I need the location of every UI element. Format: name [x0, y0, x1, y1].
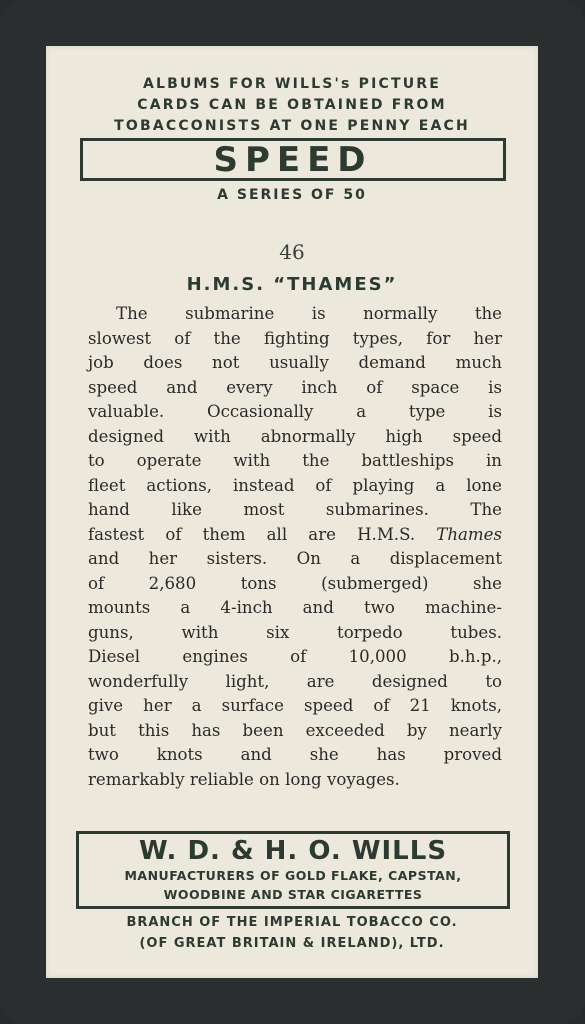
body-line: designed with abnormally high speed [88, 426, 502, 446]
card-description [88, 302, 502, 792]
manufacturer-products-line: WOODBINE AND STAR CIGARETTES [163, 887, 423, 902]
albums-notice [46, 74, 538, 137]
body-line: mounts a 4-inch and two machine- [88, 598, 502, 617]
series-count: A SERIES OF 50 [217, 187, 367, 203]
branch-line: BRANCH OF THE IMPERIAL TOBACCO CO. [126, 915, 458, 930]
body-line: give her a surface speed of 21 knots, [88, 696, 502, 715]
series-title-box [80, 138, 506, 181]
manufacturer-box [76, 831, 510, 909]
body-line: of 2,680 tons (submerged) she [88, 573, 502, 593]
body-line: Diesel engines of 10,000 b.h.p., [88, 647, 502, 666]
body-line: speed and every inch of space is [88, 377, 502, 397]
body-line: remarkably reliable on long voyages. [88, 769, 400, 789]
body-line-text: fastest of them all are H.M.S. [88, 524, 437, 544]
body-line: The submarine is normally the [116, 304, 502, 323]
body-line: wonderfully light, are designed to [88, 671, 502, 691]
branch-notice [46, 912, 538, 954]
manufacturer-name: W. D. & H. O. WILLS [138, 836, 448, 866]
body-line: guns, with six torpedo tubes. [88, 622, 502, 642]
body-line: hand like most submarines. The [88, 500, 502, 519]
branch-line: (OF GREAT BRITAIN & IRELAND), LTD. [139, 936, 445, 951]
cigarette-card-back [46, 46, 538, 978]
body-line: valuable. Occasionally a type is [88, 402, 502, 421]
card-heading: H.M.S. “THAMES” [186, 274, 398, 295]
series-title: SPEED [213, 139, 373, 180]
body-line: but this has been exceeded by nearly [88, 720, 502, 740]
albums-line: ALBUMS FOR WILLS's PICTURE [142, 76, 442, 92]
body-line: fleet actions, instead of playing a lone [88, 475, 502, 495]
body-line-with-italic [88, 523, 502, 548]
body-line: job does not usually demand much [88, 353, 502, 372]
albums-line: TOBACCONISTS AT ONE PENNY EACH [114, 118, 470, 134]
body-line: and her sisters. On a displacement [88, 549, 502, 568]
body-line: to operate with the battleships in [88, 451, 502, 470]
body-line: slowest of the fighting types, for her [88, 328, 502, 348]
albums-line: CARDS CAN BE OBTAINED FROM [137, 97, 447, 113]
ship-name-italic: Thames [436, 524, 502, 544]
manufacturer-products-line: MANUFACTURERS OF GOLD FLAKE, CAPSTAN, [124, 868, 462, 883]
card-number: 46 [279, 240, 305, 264]
body-line: two knots and she has proved [88, 745, 502, 764]
